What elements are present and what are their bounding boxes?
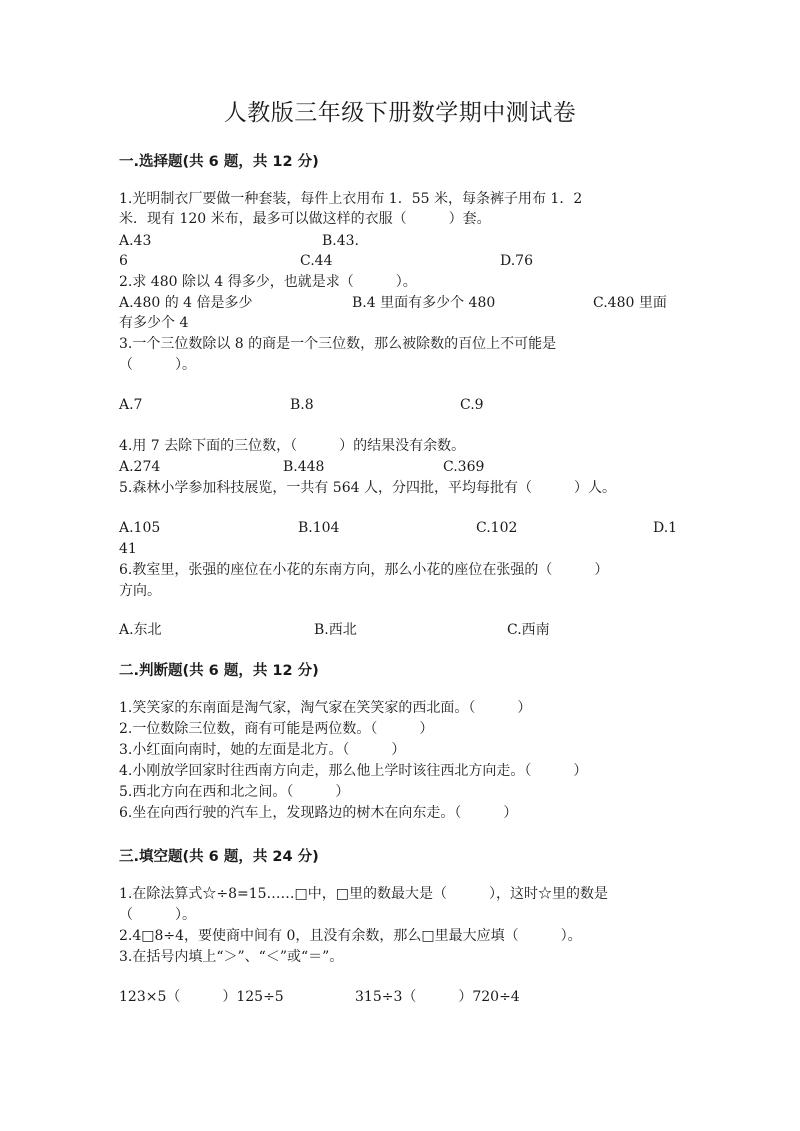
option-b: B.448 (283, 459, 325, 475)
question-text: 5.森林小学参加科技展览，一共有 564 人，分四批，平均每批有（ ）人。 (119, 480, 616, 496)
question-text: 3.一个三位数除以 8 的商是一个三位数，那么被除数的百位上不可能是 (119, 336, 557, 352)
option-a: A.43 (119, 233, 152, 249)
option-d-continued: 41 (119, 541, 137, 557)
question-text: 1.光明制衣厂要做一种套装，每件上衣用布 1．55 米，每条裤子用布 1．2 (119, 191, 583, 207)
fill-item: 1.在除法算式☆÷8=15……□中，□里的数最大是（ ），这时☆里的数是 (119, 886, 608, 902)
option-b: B.43. (322, 233, 360, 249)
judge-item: 4.小刚放学回家时往西南方向走，那么他上学时该往西北方向走。（ ） (119, 763, 588, 779)
option-b: B.西北 (314, 622, 357, 638)
comparison-item: 315÷3（ ）720÷4 (355, 989, 520, 1005)
question-text: 2.求 480 除以 4 得多少，也就是求（ ）。 (119, 274, 417, 290)
option-c: C.西南 (507, 622, 550, 638)
comparison-item: 123×5（ ）125÷5 (119, 989, 284, 1005)
option-d: D.1 (653, 520, 678, 536)
judge-item: 5.西北方向在西和北之间。（ ） (119, 784, 350, 800)
option-c: C.369 (443, 459, 485, 475)
section-heading-choice: 一.选择题(共 6 题，共 12 分) (119, 154, 319, 170)
question-text: 4.用 7 去除下面的三位数，（ ）的结果没有余数。 (119, 438, 466, 454)
fill-item: 3.在括号内填上“＞”、“＜”或“＝”。 (119, 949, 344, 965)
option-c: C.480 里面 (593, 295, 667, 311)
page-title: 人教版三年级下册数学期中测试卷 (223, 100, 577, 126)
option-a: A.480 的 4 倍是多少 (119, 295, 253, 311)
judge-item: 3.小红面向南时，她的左面是北方。（ ） (119, 742, 406, 758)
option-d: D.76 (500, 253, 533, 269)
option-a: A.东北 (119, 622, 162, 638)
fill-item: （ ）。 (119, 907, 196, 923)
fill-item: 2.4□8÷4，要使商中间有 0，且没有余数，那么□里最大应填（ ）。 (119, 928, 582, 944)
option-b: B.4 里面有多少个 480 (352, 295, 496, 311)
option-b: B.8 (290, 397, 314, 413)
section-heading-fill: 三.填空题(共 6 题，共 24 分) (119, 849, 319, 865)
option-c: C.44 (300, 253, 333, 269)
option-c: C.102 (476, 520, 518, 536)
judge-item: 2.一位数除三位数，商有可能是两位数。（ ） (119, 721, 434, 737)
option-a: A.7 (119, 397, 143, 413)
option-c: C.9 (460, 397, 484, 413)
question-text: （ ）。 (119, 357, 196, 373)
question-text: 方向。 (119, 583, 161, 599)
question-text: 6.教室里，张强的座位在小花的东南方向，那么小花的座位在张强的（ ） (119, 562, 609, 578)
option-a: A.274 (119, 459, 161, 475)
section-heading-judge: 二.判断题(共 6 题，共 12 分) (119, 663, 319, 679)
question-text: 米．现有 120 米布，最多可以做这样的衣服（ ）套。 (119, 211, 491, 227)
judge-item: 6.坐在向西行驶的汽车上，发现路边的树木在向东走。（ ） (119, 805, 518, 821)
option-c-continued: 有多少个 4 (119, 315, 189, 331)
option-a: A.105 (119, 520, 161, 536)
option-b: B.104 (298, 520, 340, 536)
option-b-continued: 6 (119, 253, 128, 269)
judge-item: 1.笑笑家的东南面是淘气家，淘气家在笑笑家的西北面。（ ） (119, 700, 532, 716)
